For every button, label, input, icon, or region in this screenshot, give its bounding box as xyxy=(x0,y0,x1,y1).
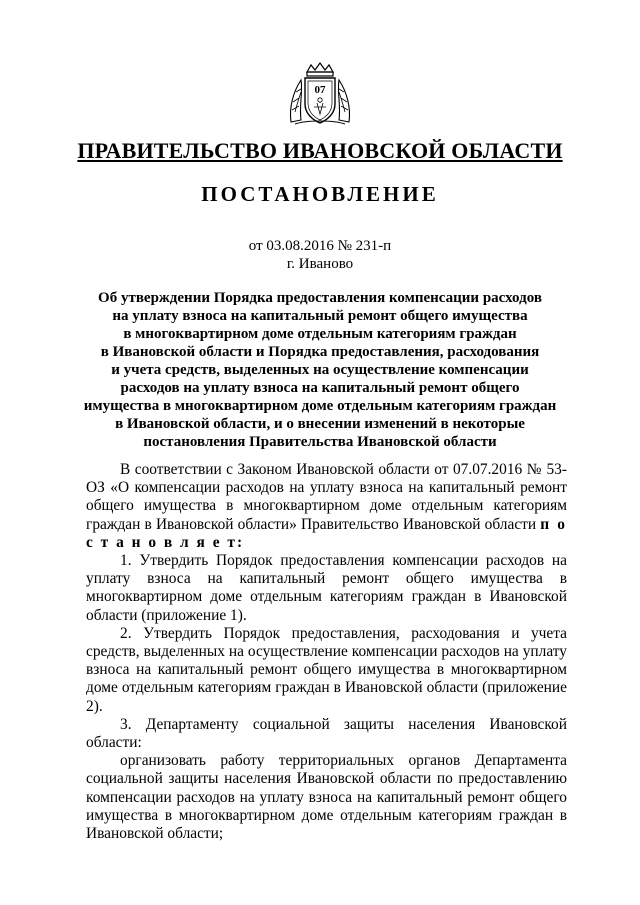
subject-line: и учета средств, выделенных на осуществление компенсации xyxy=(111,362,529,378)
item-2: 2. Утвердить Порядок предоставления, расходования и учета средств, выделенных на осуществление компенсации расходов на уплату взноса на капитальный ремонт общего имущества в многоквартирном доме отдельным категориям граждан в Ивановской области (приложение 2). xyxy=(86,624,567,715)
document-body xyxy=(86,461,567,843)
document-type-heading: ПОСТАНОВЛЕНИЕ xyxy=(201,182,439,206)
subject-line: на уплату взноса на капитальный ремонт общего имущества xyxy=(112,308,528,324)
subject-line: в Ивановской области и Порядка предоставления, расходования xyxy=(100,344,540,360)
subject-line: в многоквартирном доме отдельным категориям граждан xyxy=(123,326,517,342)
item-3: 3. Департаменту социальной защиты населения Ивановской области: xyxy=(86,715,567,752)
item-3-subitem-1: организовать работу территориальных органов Департамента социальной защиты населения Ивановской области по предоставлению компенсации расходов на уплату взноса на капитальный ремонт общего имущества в многоквартирном доме отдельным категориям граждан в Ивановской области; xyxy=(86,752,567,843)
subject-line: Об утверждении Порядка предоставления компенсации расходов xyxy=(98,290,542,306)
document-subject xyxy=(80,289,560,451)
subject-line: постановления Правительства Ивановской области xyxy=(143,434,497,450)
subject-line: имущества в многоквартирном доме отдельным категориям граждан xyxy=(83,398,557,414)
document-meta xyxy=(0,237,640,273)
ivanovo-coat-of-arms-icon xyxy=(287,62,353,128)
preamble-text: В соответствии с Законом Ивановской области от 07.07.2016 № 53-ОЗ «О компенсации расходов на уплату взноса на капитальный ремонт общего имущества в многоквартирном доме отдельным категориям граждан в Ивановской области» Правительство Ивановской области xyxy=(86,461,567,533)
svg-text:07: 07 xyxy=(314,84,326,96)
subject-line: в Ивановской области, и о внесении изменений в некоторые xyxy=(115,416,525,432)
preamble-paragraph xyxy=(86,461,567,552)
date-number: от 03.08.2016 № 231-п xyxy=(248,238,392,254)
item-1: 1. Утвердить Порядок предоставления компенсации расходов на уплату взноса на капитальный ремонт общего имущества в многоквартирном доме отдельным категориям граждан в Ивановской области (приложение 1). xyxy=(86,552,567,624)
decree-word: п о с т а н о в л я е т: xyxy=(86,515,567,551)
subject-line: расходов на уплату взноса на капитальный ремонт общего xyxy=(120,380,520,396)
organization-title: ПРАВИТЕЛЬСТВО ИВАНОВСКОЙ ОБЛАСТИ xyxy=(77,138,563,163)
city: г. Иваново xyxy=(286,256,354,272)
